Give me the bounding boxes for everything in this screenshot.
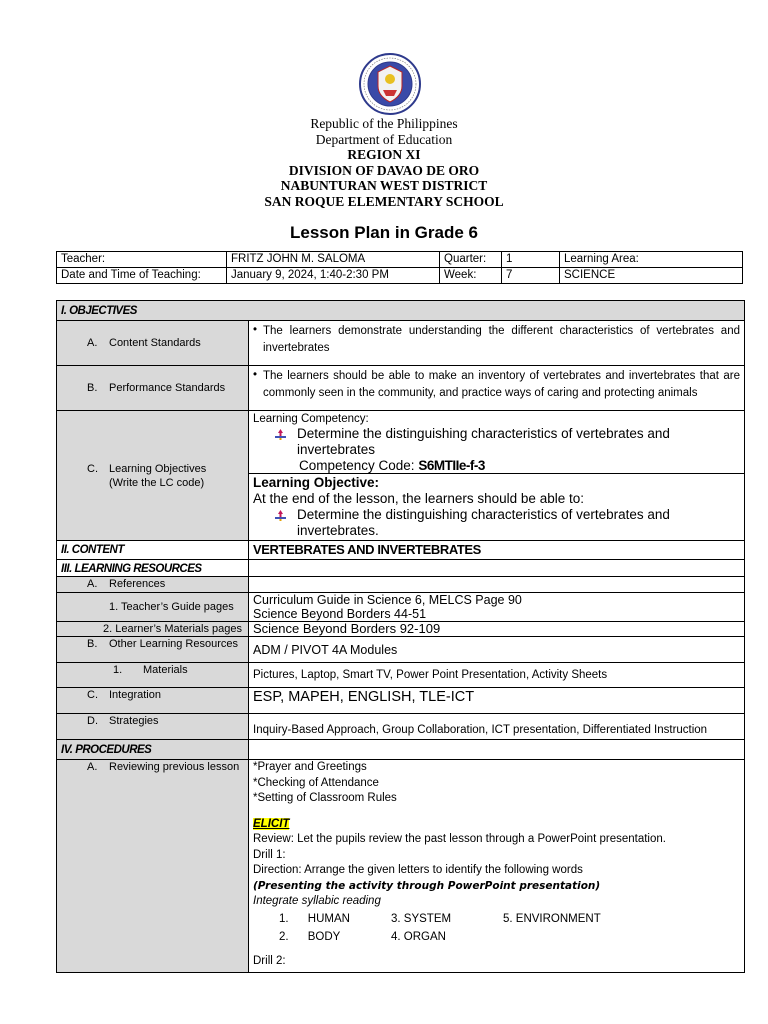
integration-label: C. Integration — [57, 688, 249, 714]
word-item: 4. ORGAN — [391, 931, 446, 943]
page-title: Lesson Plan in Grade 6 — [289, 223, 478, 242]
header-school: SAN ROQUE ELEMENTARY SCHOOL — [264, 193, 504, 209]
week-value: 7 — [502, 268, 560, 284]
reviewing-lesson-content — [249, 760, 745, 973]
strategies-label: D. Strategies — [57, 714, 249, 740]
prayer-line: *Prayer and Greetings — [253, 761, 367, 773]
word-item: 5. ENVIRONMENT — [503, 912, 601, 925]
lo-text: Determine the distinguishing characteristics of vertebrates and invertebrates. — [297, 507, 670, 538]
lo-intro: At the end of the lesson, the learners should be able to: — [253, 491, 584, 506]
week-label: Week: — [440, 268, 502, 284]
other-resources-text: ADM / PIVOT 4A Modules — [249, 637, 745, 663]
performance-standards-text: • The learners should be able to make an inventory of vertebrates and invertebrates that are commonly seen in the community, and practice ways of caring and protecting animals — [249, 366, 745, 411]
elicit-label: ELICIT — [253, 817, 290, 830]
learning-area-label: Learning Area: — [560, 252, 743, 268]
quarter-value: 1 — [502, 252, 560, 268]
lo-heading: Learning Objective: — [253, 475, 380, 490]
competency-code: Competency Code: S6MTIIe-f-3 — [299, 458, 485, 473]
learners-materials-label: 2. Learner’s Materials pages — [57, 622, 249, 637]
drill1-label: Drill 1: — [253, 848, 286, 861]
header-region: REGION XI — [347, 147, 421, 162]
materials-text: Pictures, Laptop, Smart TV, Power Point Presentation, Activity Sheets — [249, 663, 745, 688]
integration-text: ESP, MAPEH, ENGLISH, TLE-ICT — [249, 688, 745, 714]
word-item: 3. SYSTEM — [391, 912, 452, 925]
word-list — [253, 912, 740, 946]
review-line: Review: Let the pupils review the past lesson through a PowerPoint presentation. — [253, 833, 666, 845]
strategies-text: Inquiry-Based Approach, Group Collaboration, ICT presentation, Differentiated Instruction — [249, 714, 745, 740]
lc-text: Determine the distinguishing characteristics of vertebrates and invertebrates — [297, 426, 670, 457]
quarter-label: Quarter: — [440, 252, 502, 268]
drill2-label: Drill 2: — [253, 954, 286, 967]
date-label: Date and Time of Teaching: — [57, 268, 227, 284]
lc-heading: Learning Competency: — [253, 413, 369, 425]
word-item: 1. HUMAN — [279, 912, 350, 925]
teacher-value: FRITZ JOHN M. SALOMA — [227, 252, 440, 268]
objectives-heading: I. OBJECTIVES — [57, 301, 745, 321]
lesson-plan-table — [56, 300, 745, 973]
date-value: January 9, 2024, 1:40-2:30 PM — [227, 268, 440, 284]
learners-materials-text: Science Beyond Borders 92-109 — [249, 622, 745, 637]
bullet-arrow-icon — [275, 429, 286, 440]
content-heading: II. CONTENT — [57, 541, 249, 560]
header-district: NABUNTURAN WEST DISTRICT — [280, 178, 488, 193]
teacher-label: Teacher: — [57, 252, 227, 268]
content-standards-label: A. Content Standards — [57, 321, 249, 366]
attendance-line: *Checking of Attendance — [253, 776, 379, 789]
teachers-guide-text: Curriculum Guide in Science 6, MELCS Page 90 Science Beyond Borders 44-51 — [249, 593, 745, 622]
materials-label: 1. Materials — [57, 663, 249, 688]
integrate-line: Integrate syllabic reading — [253, 895, 381, 907]
learning-objectives-cell — [249, 411, 745, 541]
header-department: Department of Education — [315, 131, 453, 147]
reviewing-lesson-label: A. Reviewing previous lesson — [57, 760, 249, 973]
resources-heading: III. LEARNING RESOURCES — [57, 560, 249, 577]
header-division: DIVISION OF DAVAO DE ORO — [288, 162, 480, 178]
learning-area-value: SCIENCE — [560, 268, 743, 284]
bullet-arrow-icon — [275, 510, 286, 521]
word-item: 2. BODY — [279, 931, 341, 943]
presenting-line: (Presenting the activity through PowerPoint presentation) — [253, 879, 601, 892]
word-item — [503, 930, 643, 946]
info-table — [56, 251, 743, 284]
header-republic: Republic of the Philippines — [310, 116, 458, 131]
content-standards-text: • The learners demonstrate understanding the different characteristics of vertebrates and invertebrates — [249, 321, 745, 366]
rules-line: *Setting of Classroom Rules — [253, 792, 397, 804]
direction-line: Direction: Arrange the given letters to identify the following words — [253, 864, 583, 876]
other-resources-label: B. Other Learning Resources — [57, 637, 249, 663]
deped-seal-logo — [350, 52, 430, 116]
teachers-guide-label: 1. Teacher’s Guide pages — [57, 593, 249, 622]
procedures-heading: IV. PROCEDURES — [57, 740, 249, 760]
content-text: VERTEBRATES AND INVERTEBRATES — [249, 541, 745, 560]
references-label: A. References — [57, 577, 249, 593]
learning-objectives-label: C. Learning Objectives (Write the LC code) — [57, 411, 249, 541]
performance-standards-label: B. Performance Standards — [57, 366, 249, 411]
